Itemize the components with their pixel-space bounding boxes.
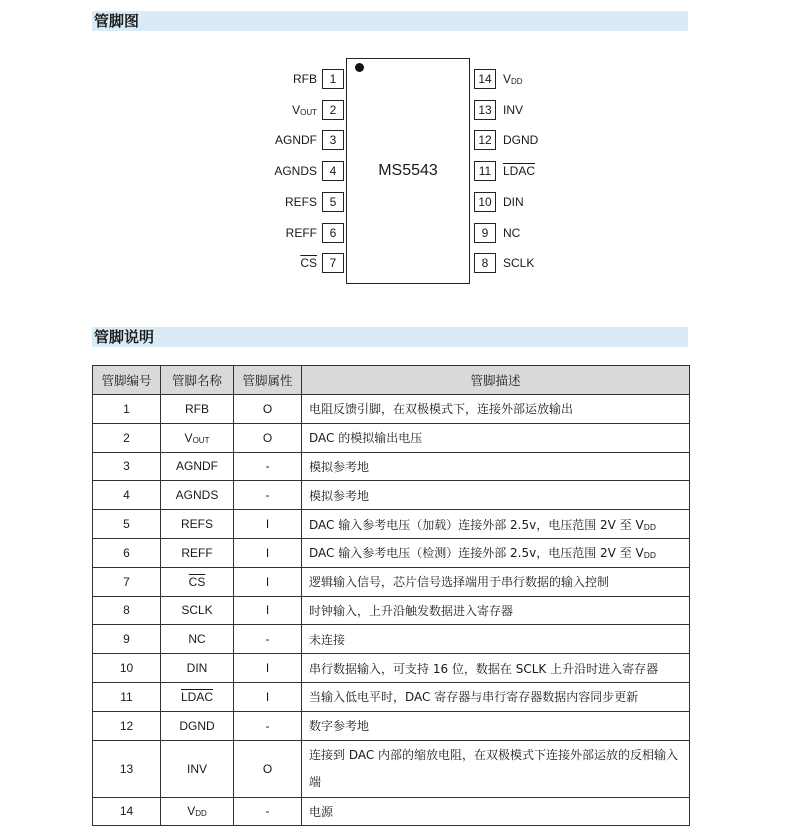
cell-pin-description: 串行数据输入，可支持 16 位，数据在 SCLK 上升沿时进入寄存器 — [302, 654, 690, 683]
cell-pin-attribute: O — [234, 395, 302, 424]
cell-pin-name: LDAC — [161, 682, 234, 711]
pin1-marker-dot — [355, 63, 364, 72]
table-row — [93, 654, 690, 683]
cell-pin-attribute: I — [234, 654, 302, 683]
pin-label-11: LDAC — [503, 164, 536, 179]
section-title-pin-diagram: 管脚图 — [92, 11, 688, 31]
header-pin-name: 管脚名称 — [161, 366, 234, 395]
cell-pin-attribute: I — [234, 567, 302, 596]
pin-label-6: REFF — [285, 225, 317, 240]
cell-pin-number: 11 — [93, 682, 161, 711]
cell-pin-number: 5 — [93, 510, 161, 539]
cell-pin-name: NC — [161, 625, 234, 654]
pin-number-4: 4 — [322, 161, 344, 181]
table-row — [93, 567, 690, 596]
cell-pin-attribute: - — [234, 452, 302, 481]
header-pin-attribute: 管脚属性 — [234, 366, 302, 395]
chip-body — [346, 58, 470, 284]
cell-pin-number: 7 — [93, 567, 161, 596]
table-row — [93, 740, 690, 797]
cell-pin-attribute: - — [234, 797, 302, 826]
table-row — [93, 625, 690, 654]
pin-label-2: $V_{OUT}$ — [292, 102, 317, 117]
cell-pin-number: 14 — [93, 797, 161, 826]
table-row — [93, 797, 690, 826]
cell-pin-attribute: O — [234, 423, 302, 452]
pin-description-table — [92, 365, 690, 826]
table-row — [93, 538, 690, 567]
pin-number-5: 5 — [322, 192, 344, 212]
cell-pin-attribute: - — [234, 481, 302, 510]
cell-pin-number: 13 — [93, 740, 161, 797]
cell-pin-description: 时钟输入，上升沿触发数据进入寄存器 — [302, 596, 690, 625]
pin-number-11: 11 — [474, 161, 496, 181]
cell-pin-number: 3 — [93, 452, 161, 481]
pin-label-10: DIN — [503, 194, 524, 209]
pin-label-7: $\overline{CS}$ — [300, 256, 317, 271]
table-row — [93, 395, 690, 424]
table-row — [93, 711, 690, 740]
chip-name: MS5543 — [378, 162, 438, 179]
cell-pin-attribute: O — [234, 740, 302, 797]
header-pin-number: 管脚编号 — [93, 366, 161, 395]
pin-number-13: 13 — [474, 100, 496, 120]
cell-pin-attribute: I — [234, 538, 302, 567]
pin-label-9: NC — [503, 225, 521, 240]
table-row — [93, 682, 690, 711]
cell-pin-name: DGND — [161, 711, 234, 740]
table-row — [93, 481, 690, 510]
cell-pin-number: 4 — [93, 481, 161, 510]
header-pin-description: 管脚描述 — [302, 366, 690, 395]
cell-pin-description: 模拟参考地 — [302, 452, 690, 481]
table-header-row — [93, 366, 690, 395]
pin-label-1: RFB — [293, 72, 317, 86]
pin-label-14: $V_{DD}$ — [503, 72, 523, 86]
pin-number-14: 14 — [474, 69, 496, 89]
cell-pin-name: REFF — [161, 538, 234, 567]
cell-pin-number: 6 — [93, 538, 161, 567]
pin-label-4: AGNDS — [274, 164, 317, 179]
cell-pin-name: $\overline{CS}$ — [161, 567, 234, 596]
chip-pinout-diagram — [270, 54, 550, 290]
table-row — [93, 510, 690, 539]
pin-label-13: INV — [503, 102, 524, 117]
cell-pin-attribute: I — [234, 596, 302, 625]
pin-number-9: 9 — [474, 223, 496, 243]
cell-pin-name: AGNDS — [161, 481, 234, 510]
section-title-pin-description: 管脚说明 — [92, 327, 688, 347]
cell-pin-description: DAC 输入参考电压（加载）连接外部 2.5v，电压范围 2V 至 $V_{DD}$ — [302, 510, 690, 539]
pin-number-8: 8 — [474, 253, 496, 273]
cell-pin-attribute: - — [234, 625, 302, 654]
pin-label-12: DGND — [503, 133, 539, 148]
cell-pin-name: SCLK — [161, 596, 234, 625]
pin-number-12: 12 — [474, 130, 496, 150]
pin-number-1: 1 — [322, 69, 344, 89]
cell-pin-description: 连接到 DAC 内部的缩放电阻，在双极模式下连接外部运放的反相输入端 — [302, 740, 690, 797]
pin-number-6: 6 — [322, 223, 344, 243]
cell-pin-description: 未连接 — [302, 625, 690, 654]
cell-pin-name: INV — [161, 740, 234, 797]
cell-pin-number: 10 — [93, 654, 161, 683]
cell-pin-description: 逻辑输入信号，芯片信号选择端用于串行数据的输入控制 — [302, 567, 690, 596]
cell-pin-name: DIN — [161, 654, 234, 683]
pin-number-2: 2 — [322, 100, 344, 120]
cell-pin-number: 8 — [93, 596, 161, 625]
cell-pin-attribute: I — [234, 510, 302, 539]
cell-pin-number: 12 — [93, 711, 161, 740]
cell-pin-description: 电源 — [302, 797, 690, 826]
cell-pin-name: RFB — [161, 395, 234, 424]
cell-pin-name: AGNDF — [161, 452, 234, 481]
table-row — [93, 423, 690, 452]
cell-pin-attribute: I — [234, 682, 302, 711]
pin-label-8: SCLK — [503, 256, 535, 271]
cell-pin-description: DAC 的模拟输出电压 — [302, 423, 690, 452]
cell-pin-description: 模拟参考地 — [302, 481, 690, 510]
cell-pin-description: 电阻反馈引脚，在双极模式下，连接外部运放输出 — [302, 395, 690, 424]
pin-label-5: REFS — [284, 194, 317, 209]
cell-pin-number: 9 — [93, 625, 161, 654]
pin-number-3: 3 — [322, 130, 344, 150]
cell-pin-number: 2 — [93, 423, 161, 452]
pin-label-3: AGNDF — [275, 133, 317, 148]
table-row — [93, 452, 690, 481]
pin-number-10: 10 — [474, 192, 496, 212]
pin-number-7: 7 — [322, 253, 344, 273]
cell-pin-description: 数字参考地 — [302, 711, 690, 740]
table-row — [93, 596, 690, 625]
cell-pin-description: 当输入低电平时，DAC 寄存器与串行寄存器数据内容同步更新 — [302, 682, 690, 711]
cell-pin-attribute: - — [234, 711, 302, 740]
cell-pin-name: $V_{OUT}$ — [161, 423, 234, 452]
cell-pin-name: REFS — [161, 510, 234, 539]
cell-pin-description: DAC 输入参考电压（检测）连接外部 2.5v，电压范围 2V 至 $V_{DD}$ — [302, 538, 690, 567]
cell-pin-name: $V_{DD}$ — [161, 797, 234, 826]
cell-pin-number: 1 — [93, 395, 161, 424]
